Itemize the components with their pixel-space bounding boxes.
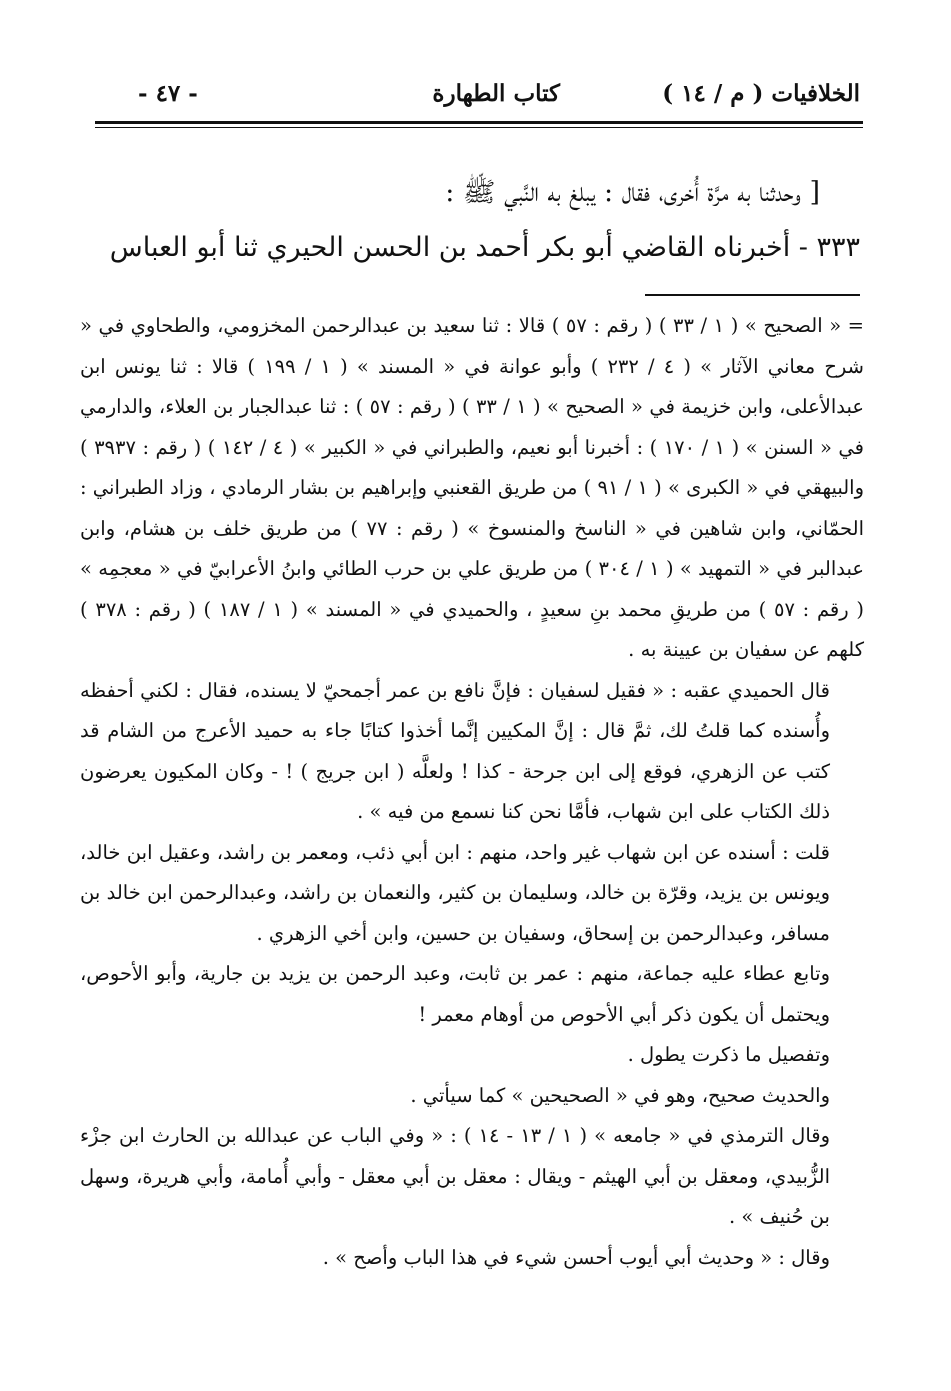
main-line: ٣٣٣ - أخبرناه القاضي أبو بكر أحمد بن الحسن الحيري ثنا أبو العباس — [109, 232, 860, 263]
footnote-paragraph: وتابع عطاء عليه جماعة، منهم : عمر بن ثابت، وعبد الرحمن بن يزيد بن جارية، وأبو الأحوص، ويحتمل أن يكون ذكر أبي الأحوص من أوهام معمر ! — [80, 962, 830, 1026]
running-header — [90, 74, 860, 118]
footnote-separator — [645, 294, 860, 296]
footnote-paragraph: وتفصيل ما ذكرت يطول . — [627, 1043, 830, 1066]
footnote-paragraph: وقال الترمذي في « جامعه » ( ١ / ١٣ - ١٤ ) : « وفي الباب عن عبدالله بن الحارث ابن جزْء الزُّبيدي، ومعقل بن أبي الهيثم - ويقال : معقل بن أبي معقل - وأبي أُمامة، وأبي هريرة، وسهل بن حُنيف » . — [80, 1124, 831, 1228]
footnote-paragraph: قال الحميدي عقبه : « فقيل لسفيان : فإنَّ نافع بن عمر أجمحيّ لا يسنده، فقال : لكني أحفظه وأُسنده كما قلتُ لك، ثمَّ قال : إنَّ المكيين إنَّما أخذوا كتابًا جاء به حميد الأعرج من الشام قد كتب عن الزهري، فوقع إلى ابن جرحة - كذا ! ولعلَّه ( ابن جريج ) ! - وكان المكيون يعرضون ذلك الكتاب على ابن شهاب، فأمَّا نحن كنا نسمع من فيه » . — [80, 678, 830, 823]
chapter-title: كتاب الطهارة — [432, 80, 560, 107]
footnotes — [80, 306, 864, 1278]
page-number: - ٤٧ - — [138, 80, 198, 107]
header-rule-thick — [95, 121, 863, 124]
footnote-paragraph: وقال : « وحديث أبي أيوب أحسن شيء في هذا الباب وأصح » . — [322, 1245, 830, 1269]
footnote-paragraph: والحديث صحيح، وهو في « الصحيحين » كما سيأتي . — [410, 1083, 830, 1107]
footnote-paragraph: = « الصحيح » ( ١ / ٣٣ ) ( رقم : ٥٧ ) قالا : ثنا سعيد بن عبدالرحمن المخزومي، والطحاوي في « شرح معاني الآثار » ( ٤ / ٢٣٢ ) وأبو عوانة في « المسند » ( ١ / ١٩٩ ) قالا : ثنا يونس ابن عبدالأعلى، وابن خزيمة في « الصحيح » ( ١ / ٣٣ ) ( رقم : ٥٧ ) : ثنا عبدالجبار بن العلاء، والدارمي في « السنن » ( ١ / ١٧٠ ) : أخبرنا أبو نعيم، والطبراني في « الكبير » ( ٤ / ١٤٢ ) ( رقم : ٣٩٣٧ ) والبيهقي في « الكبرى » ( ١ / ٩١ ) من طريق القعنبي وإبراهيم بن بشار الرمادي ، وزاد الطبراني : الحمّاني، وابن شاهين في « الناسخ والمنسوخ » ( رقم : ٧٧ ) من طريق خلف بن هشام، وابن عبدالبر في « التمهيد » ( ١ / ٣٠٤ ) من طريق علي بن حرب الطائي وابنُ الأعرابيّ في « معجمِه » ( رقم : ٥٧ ) من طريقِ محمد بنِ سعيدٍ ، والحميدي في « المسند » ( ١ / ١٨٧ ) ( رقم : ٣٧٨ ) كلهم عن سفيان بن عيينة به . — [80, 314, 865, 661]
footnote-paragraph: قلت : أسنده عن ابن شهاب غير واحد، منهم : ابن أبي ذئب، ومعمر بن راشد، وعقيل ابن خالد، ويونس بن يزيد، وقرّة بن خالد، وسليمان بن كثير، والنعمان بن راشد، وعبدالرحمن ابن خالد بن مسافر، وعبدالرحمن بن إسحاق، وسفيان بن حسين، وابن أخي الزهري . — [80, 840, 830, 945]
main-text — [96, 165, 860, 275]
book-title: الخلافيات ( م / ١٤ ) — [662, 80, 860, 107]
main-line: [ وحدثنا به مرَّة أُخرى، فقال : يبلغ به النَّبي ﷺ : — [445, 177, 820, 208]
header-rule-thin — [95, 127, 863, 128]
